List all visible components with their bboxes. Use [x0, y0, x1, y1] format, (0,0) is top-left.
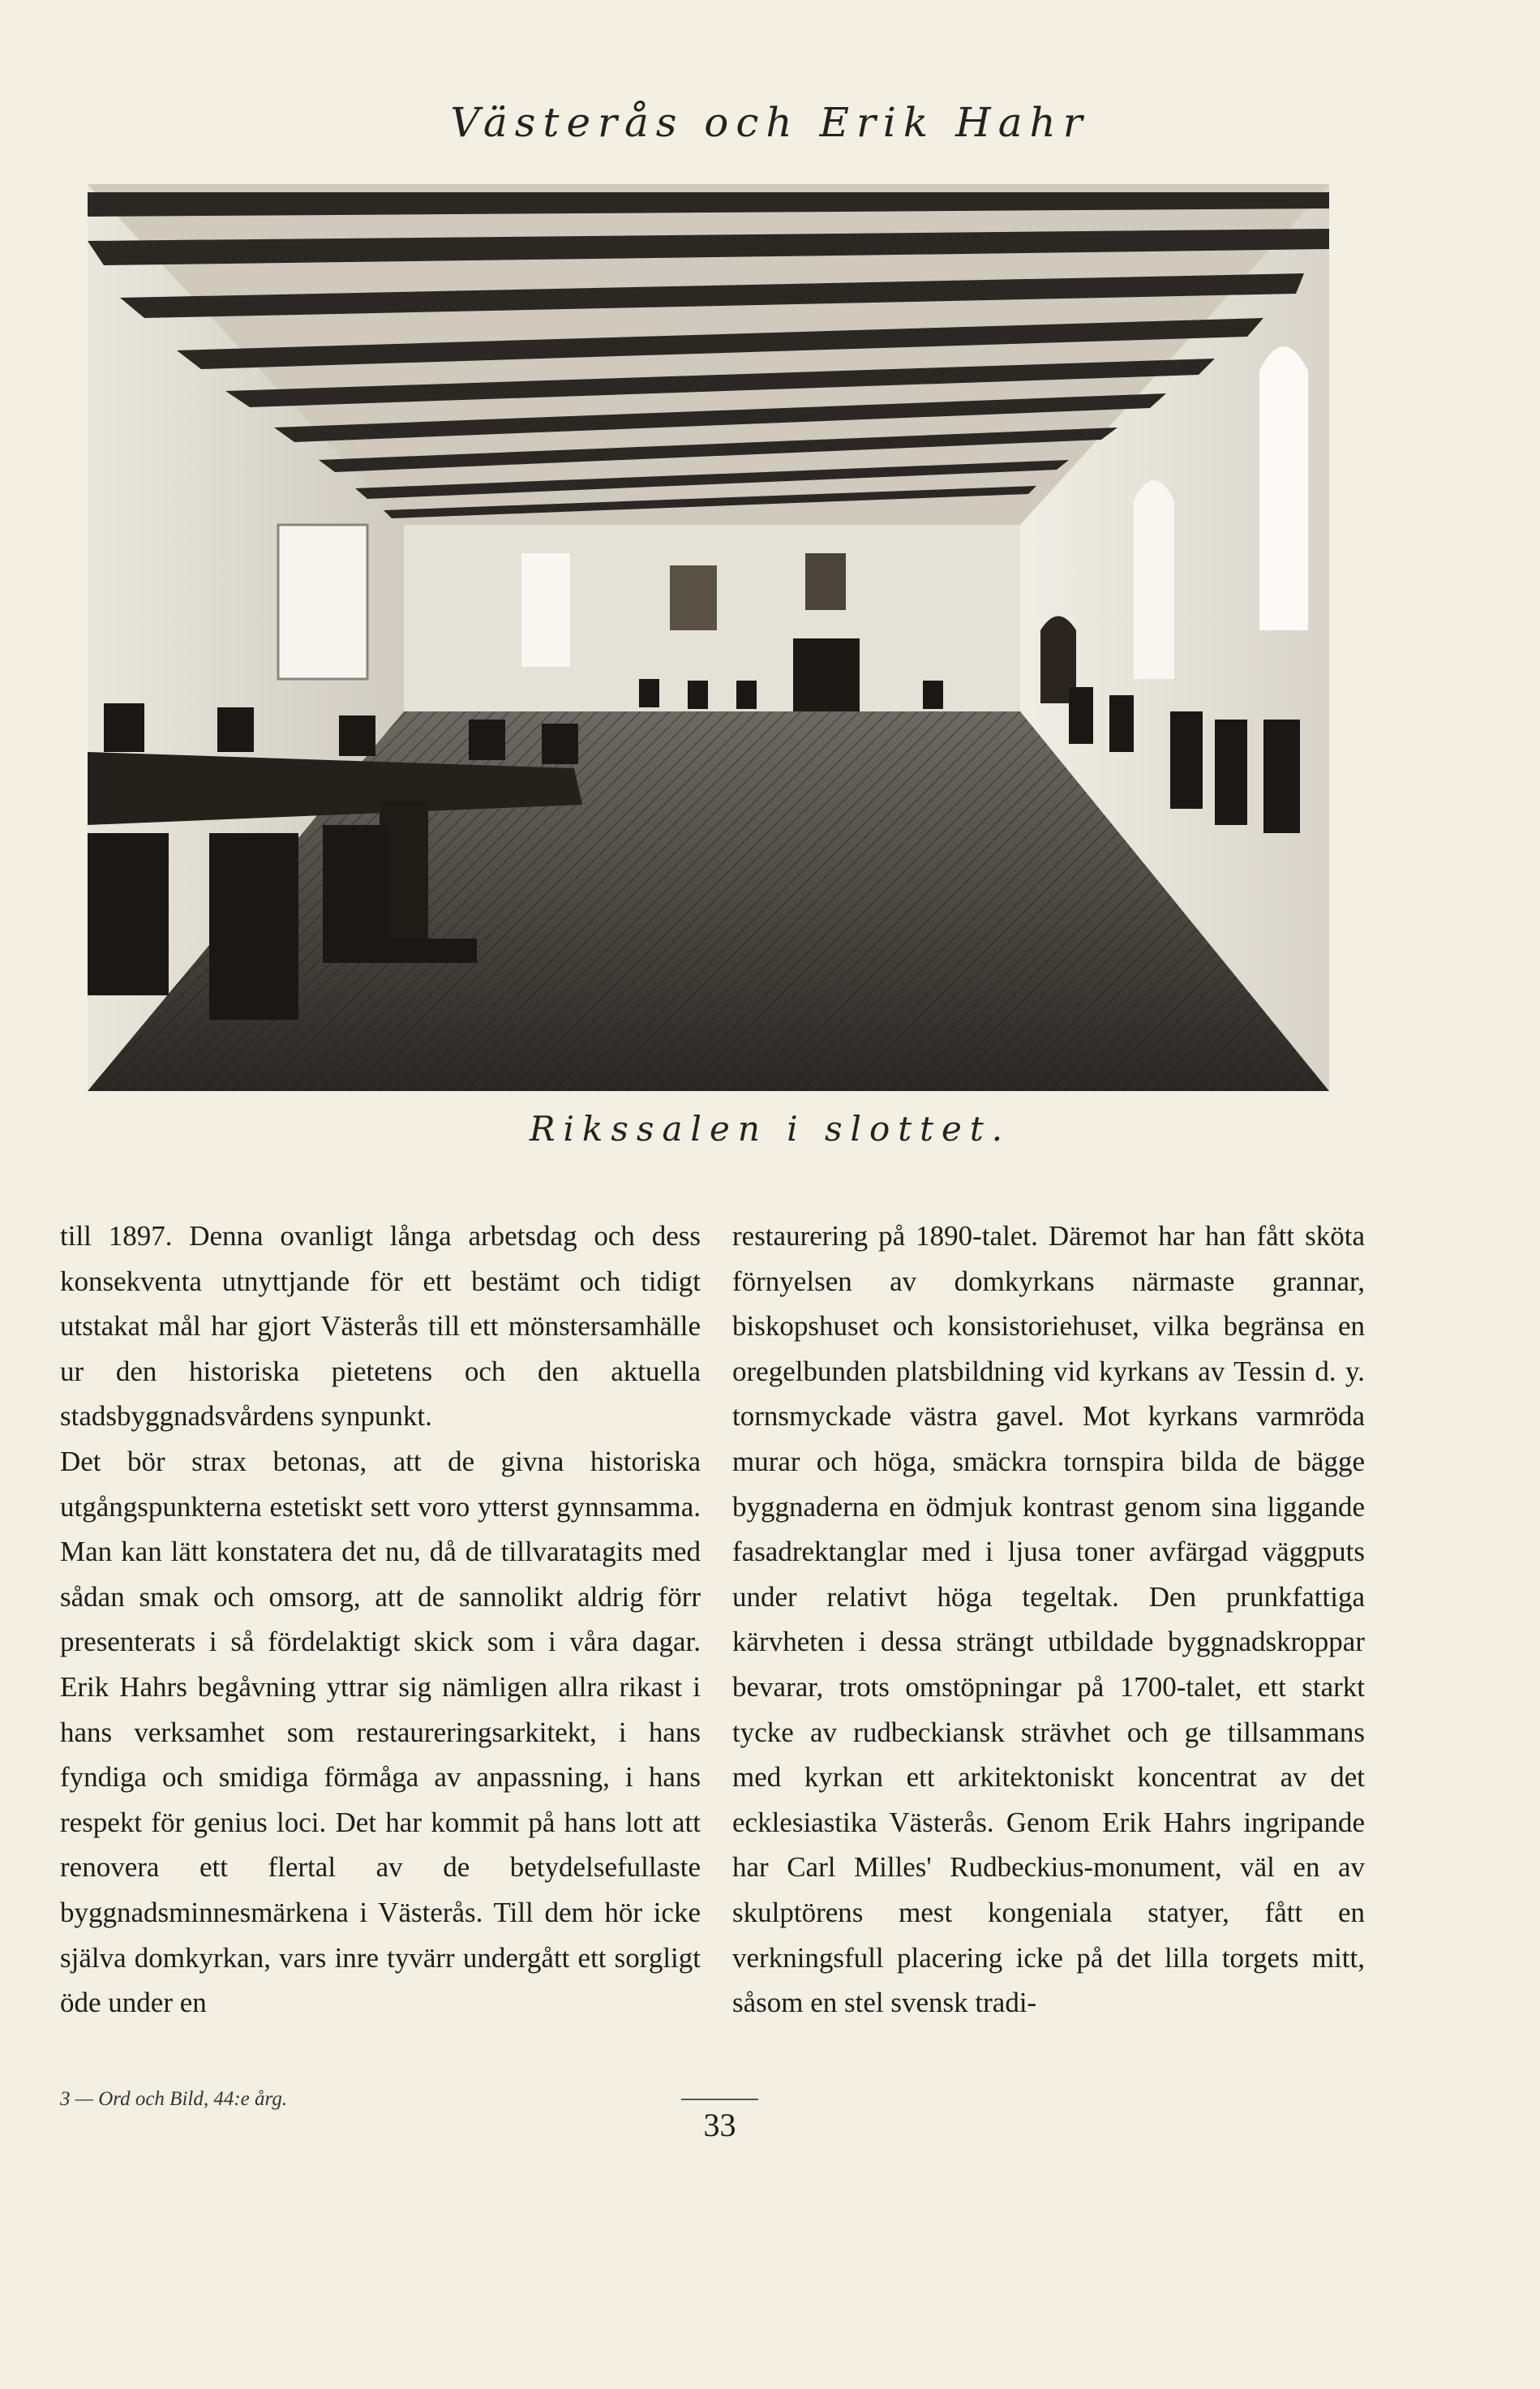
text-column-left — [60, 1214, 701, 2026]
signature-mark: 3 — Ord och Bild, 44:e årg. — [60, 2088, 288, 2110]
text-column-right — [732, 1214, 1365, 2026]
figure-caption: Rikssalen i slottet. — [529, 1109, 1011, 1149]
running-title: Västerås och Erik Hahr — [450, 99, 1090, 146]
hall-photograph — [88, 184, 1329, 1091]
paragraph: restaurering på 1890-talet. Däremot har han fått sköta förnyelsen av domkyrkans närmaste grannar, biskopshuset och konsistoriehuset, vilka begränsa en oregelbunden platsbildning vid kyrkans av Tessin d. y. tornsmyckade västra gavel. Mot kyrkans varmröda murar och höga, smäckra tornspira bilda de bägge byggnaderna en ödmjuk kontrast genom sina liggande fasadrektanglar med i ljusa toner avfärgad väggputs under relativt höga tegeltak. Den prunkfattiga kärvheten i dessa strängt utbildade byggnadskroppar bevarar, trots omstöpningar på 1700-talet, ett starkt tycke av rudbeckiansk strävhet och ge tillsammans med kyrkan ett arkitektoniskt koncentrat av det ecklesiastika Västerås. Genom Erik Hahrs ingripande har Carl Milles' Rudbeckius-monument, väl en av skulptörens mest kongeniala statyer, fått en verkningsfull placering icke på det lilla torgets mitt, såsom en stel svensk tradi- — [732, 1220, 1365, 2019]
page-number: 33 — [703, 2107, 736, 2143]
paragraph: till 1897. Denna ovanligt långa arbetsdag och dess konsekventa utnyttjande för ett bestämt och tidigt utstakat mål har gjort Västerås till ett mönstersamhälle ur den historiska pietetens och den aktuella stadsbyggnadsvårdens synpunkt. — [60, 1220, 701, 1433]
paragraph: Det bör strax betonas, att de givna historiska utgångspunkterna estetiskt sett voro ytterst gynnsamma. Man kan lätt konstatera det nu, då de tillvaratagits med sådan smak och omsorg, att de sannolikt aldrig förr presenterats i så fördelaktigt skick som i våra dagar. Erik Hahrs begåvning yttrar sig nämligen allra rikast i hans verksamhet som restaureringsarkitekt, i hans fyndiga och smidiga förmåga av anpassning, i hans respekt för genius loci. Det har kommit på hans lott att renovera ett flertal av de betydelsefullaste byggnadsminnesmärkena i Västerås. Till dem hör icke själva domkyrkan, vars inre tyvärr undergått ett sorgligt öde under en — [60, 1445, 701, 2019]
page-number-rule — [681, 2099, 758, 2100]
photograph-icon — [88, 184, 1329, 1091]
